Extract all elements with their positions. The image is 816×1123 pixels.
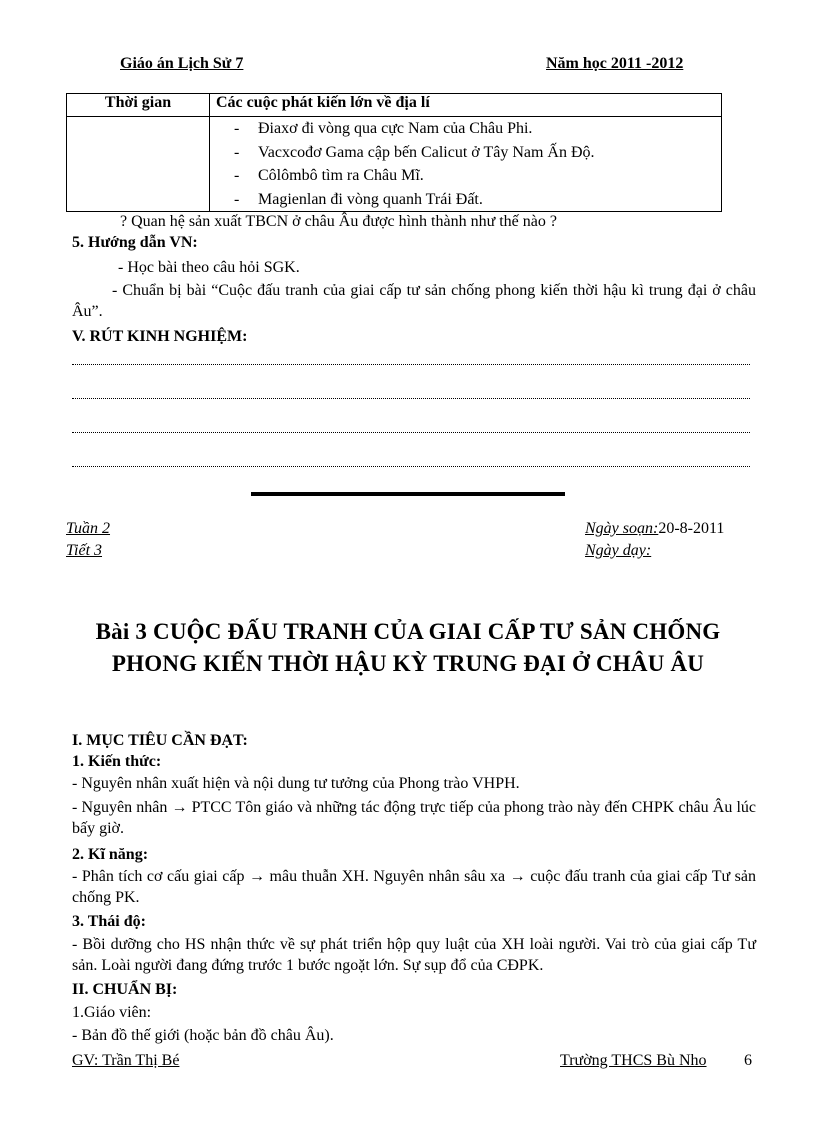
week-label: Tuần 2 <box>66 520 111 537</box>
section5-title: 5. Hướng dẫn VN: <box>72 234 198 251</box>
table-header-time: Thời gian <box>67 94 210 117</box>
lesson-title-line1: Bài 3 CUỘC ĐẤU TRANH CỦA GIAI CẤP TƯ SẢN CHỐNG <box>95 619 721 644</box>
sectionV-title: V. RÚT KINH NGHIỆM: <box>72 328 248 345</box>
footer-school: Trường THCS Bù Nho <box>560 1052 707 1069</box>
header-left: Giáo án Lịch Sử 7 <box>120 55 244 72</box>
period-label: Tiết 3 <box>66 542 103 559</box>
lesson-title-line2: PHONG KIẾN THỜI HẬU KỲ TRUNG ĐẠI Ở CHÂU ÂU <box>111 651 705 676</box>
objectives-title: I. MỤC TIÊU CẦN ĐẠT: <box>72 732 248 749</box>
dotted-line <box>72 364 750 365</box>
attitude-title: 3. Thái độ: <box>72 913 146 930</box>
dotted-line <box>72 466 750 467</box>
page-number: 6 <box>744 1052 752 1069</box>
dotted-line <box>72 398 750 399</box>
list-item: - Vacxcođơ Gama cập bến Calicut ở Tây Nam Ấn Độ. <box>234 143 595 161</box>
skills-title: 2. Kĩ năng: <box>72 846 149 863</box>
discoveries-table <box>66 93 722 212</box>
knowledge-item-1: - Nguyên nhân xuất hiện và nội dung tư tưởng của Phong trào VHPH. <box>72 775 520 792</box>
table-cell-time <box>67 117 210 212</box>
table-cell-discoveries <box>210 117 722 212</box>
teach-date-label: Ngày dạy: <box>585 542 652 559</box>
attitude-item-1: - Bồi dưỡng cho HS nhận thức về sự phát triển hộp quy luật của XH loài người. Vai trò của giai cấp Tư sản. Loài người đang đứng trước 1 bước ngoặt lớn. Sự sụp đổ của CĐPK. <box>72 936 756 974</box>
footer-teacher: GV: Trần Thị Bé <box>72 1052 180 1069</box>
list-item: - Côlômbô tìm ra Châu Mĩ. <box>234 167 424 184</box>
dotted-line <box>72 432 750 433</box>
preparation-title: II. CHUẨN BỊ: <box>72 981 178 998</box>
question-text: ? Quan hệ sản xuất TBCN ở châu Âu được hình thành như thế nào ? <box>120 213 557 230</box>
list-item: - Magienlan đi vòng quanh Trái Đất. <box>234 190 483 208</box>
table-header-discoveries: Các cuộc phát kiến lớn về địa lí <box>210 94 722 117</box>
section5-line1: - Học bài theo câu hỏi SGK. <box>118 259 300 276</box>
preparation-item-1: - Bản đồ thế giới (hoặc bản đồ châu Âu). <box>72 1027 334 1044</box>
teacher-label: 1.Giáo viên: <box>72 1004 152 1021</box>
skills-item-1: - Phân tích cơ cấu giai cấp → mâu thuẫn XH. Nguyên nhân sâu xa → cuộc đấu tranh của giai cấp Tư sản chống PK. <box>72 868 756 906</box>
knowledge-title: 1. Kiến thức: <box>72 753 162 770</box>
separator-rule <box>251 492 565 496</box>
list-item: - Điaxơ đi vòng qua cực Nam của Châu Phi. <box>234 120 533 137</box>
section5-line2: - Chuẩn bị bài “Cuộc đấu tranh của giai cấp tư sản chống phong kiến thời hậu kì trung đại ở châu Âu”. <box>72 282 756 320</box>
knowledge-item-2: - Nguyên nhân → PTCC Tôn giáo và những tác động trực tiếp của phong trào này đến CHPK châu Âu lúc bấy giờ. <box>72 799 756 837</box>
header-right: Năm học 2011 -2012 <box>546 55 684 72</box>
prep-date: Ngày soạn:20-8-2011 <box>585 520 725 537</box>
